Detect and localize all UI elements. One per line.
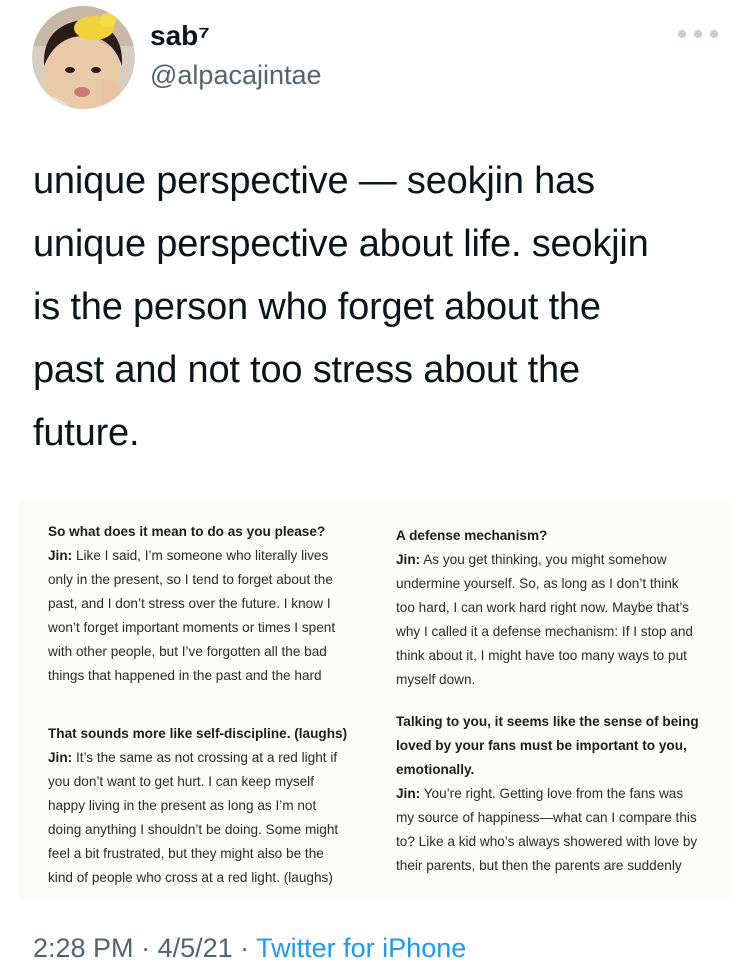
dot (678, 30, 686, 38)
interview-block (48, 520, 335, 688)
tweet-line: is the person who forget about the (33, 286, 601, 328)
interview-line: feel a bit frustrated, but they might also be the (48, 846, 324, 861)
interview-line (48, 746, 347, 770)
interview-question: A defense mechanism? (396, 528, 548, 543)
tweet-time[interactable]: 2:28 PM (33, 933, 134, 963)
speaker-label: Jin: (48, 750, 73, 765)
tweet-text (33, 150, 733, 465)
interview-question: That sounds more like self-discipline. (laughs) (48, 726, 348, 741)
interview-line: myself down. (396, 672, 476, 687)
avatar[interactable] (32, 6, 135, 109)
speaker-label: Jin: (396, 786, 421, 801)
interview-line: kind of people who cross at a red light. (laughs) (48, 870, 333, 885)
separator-dot: · (133, 933, 158, 963)
interview-line (396, 782, 699, 806)
interview-line (396, 548, 693, 572)
dot (694, 30, 702, 38)
interview-line: won’t forget important moments or times I spent (48, 620, 336, 635)
speaker-label: Jin: (396, 552, 421, 567)
interview-line: with other people, but I’ve forgotten all the bad (48, 644, 327, 659)
tweet-source-link[interactable]: Twitter for iPhone (256, 933, 467, 963)
interview-line: things that happened in the past and the hard (48, 668, 322, 683)
avatar-photo (32, 6, 135, 109)
speaker-label: Jin: (48, 548, 73, 563)
answer-text: Like I said, I’m someone who literally lives (72, 548, 329, 563)
dot (710, 30, 718, 38)
tweet-timestamp-footer (33, 933, 466, 964)
interview-block (48, 722, 347, 890)
interview-question: emotionally. (396, 762, 475, 777)
interview-line: their parents, but then the parents are suddenly (396, 858, 682, 873)
tweet-date[interactable]: 4/5/21 (157, 933, 233, 963)
interview-line: you don’t want to get hurt. I can keep myself (48, 774, 314, 789)
tweet-line: unique perspective — seokjin has (33, 160, 595, 202)
answer-text: It’s the same as not crossing at a red light if (72, 750, 338, 765)
interview-line: to? Like a kid who’s always showered with love by (396, 834, 698, 849)
answer-text: You’re right. Getting love from the fans was (420, 786, 684, 801)
answer-text: As you get thinking, you might somehow (420, 552, 667, 567)
interview-line: too hard, I can work hard right now. Maybe that’s (396, 600, 689, 615)
tweet-line: unique perspective about life. seokjin (33, 223, 649, 265)
interview-question: So what does it mean to do as you please? (48, 524, 326, 539)
interview-line: happy living in the present as long as I’m not (48, 798, 317, 813)
interview-line: doing anything I shouldn’t be doing. Some might (48, 822, 339, 837)
interview-question: Talking to you, it seems like the sense of being (396, 714, 699, 729)
interview-block (396, 710, 699, 878)
interview-block (396, 524, 693, 692)
user-handle[interactable]: @alpacajintae (150, 60, 322, 90)
more-options-icon[interactable] (678, 24, 718, 44)
interview-line: undermine yourself. So, as long as I don’t think (396, 576, 679, 591)
interview-line: only in the present, so I tend to forget about the (48, 572, 333, 587)
interview-line: my source of happiness—what can I compare this (396, 810, 697, 825)
tweet-image[interactable] (18, 500, 732, 900)
interview-line: why I called it a defense mechanism: If I stop and (396, 624, 693, 639)
interview-question: loved by your fans must be important to you, (396, 738, 687, 753)
interview-line (48, 544, 335, 568)
display-name[interactable]: sab⁷ (150, 20, 210, 51)
tweet-line: future. (33, 412, 140, 454)
interview-line: past, and I don’t stress over the future. I know I (48, 596, 331, 611)
separator-dot: · (232, 933, 257, 963)
tweet-line: past and not too stress about the (33, 349, 580, 391)
interview-line: think about it, I might have too many ways to put (396, 648, 687, 663)
